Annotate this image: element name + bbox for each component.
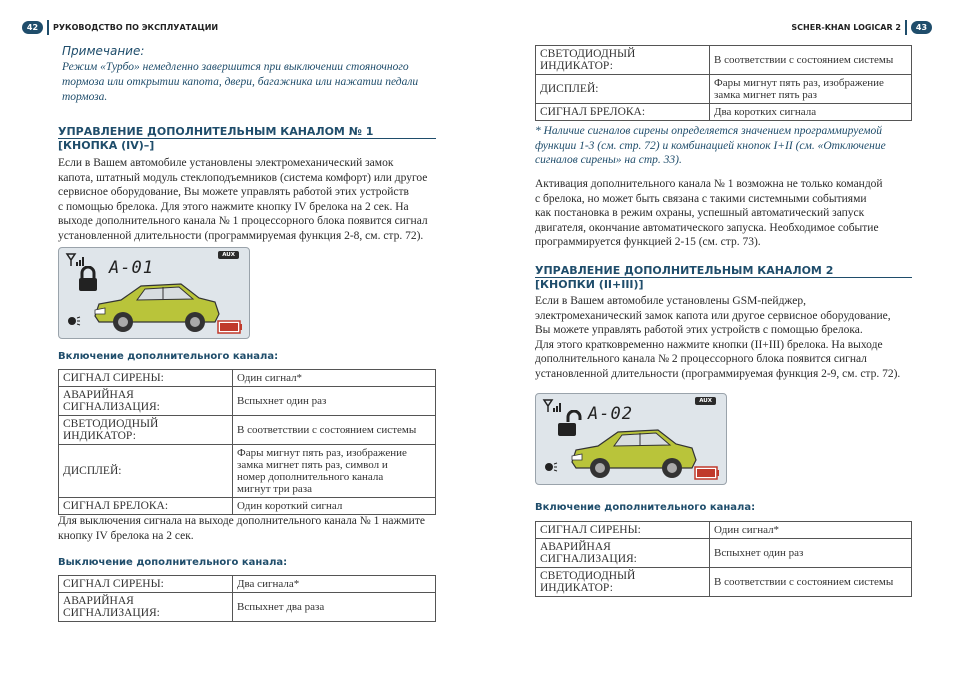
paragraph-line: Для выключения сигнала на выходе дополнительного канала № 1 нажмите [58, 515, 425, 527]
table-cell-value: Вспыхнет один раз [233, 387, 436, 416]
table-row [536, 539, 912, 568]
paragraph-line: с помощью брелока. Для этого нажмите кнопку IV брелока на 2 сек. На [58, 200, 409, 213]
page-header-right [791, 20, 932, 35]
section2-subtitle: [КНОПКИ (II+III)] [535, 278, 644, 291]
section2-enable-table [535, 521, 912, 597]
footnote-line: функции 1-3 (см. стр. 72) и комбинацией кнопок I+II (см. «Отключение [535, 139, 886, 152]
table-row [59, 593, 436, 622]
paragraph-line: сервисное оборудование, Вы можете управлять работой этих устройств [58, 186, 409, 199]
paragraph-line: дополнительного канала № 2 процессорного блока появится сигнал [535, 353, 867, 366]
car-icon [91, 272, 223, 336]
note-line: тормоза или открытии капота, двери, багажника или нажатии педали [62, 76, 419, 88]
table-cell-value: Один короткий сигнал [233, 498, 436, 515]
table-row [59, 416, 436, 445]
header-divider [47, 20, 49, 35]
section1-disable-paragraph [58, 514, 438, 543]
aux-badge: AUX [695, 397, 716, 405]
right-top-table [535, 45, 912, 121]
paragraph-line: выходе дополнительного канала № 1 процессорного блока появится сигнал [58, 215, 428, 228]
paragraph-line: капота, штатный модуль стеклоподъемников (система комфорт) или другое [58, 171, 428, 184]
footnote-line: сигналов сирены» на стр. 33). [535, 154, 682, 167]
header-title-left: РУКОВОДСТВО ПО ЭКСПЛУАТАЦИИ [53, 23, 219, 32]
table-row [536, 104, 912, 121]
page-number-left: 42 [22, 21, 43, 34]
page-number-right: 43 [911, 21, 932, 34]
table-cell-label: СИГНАЛ СИРЕНЫ: [536, 522, 710, 539]
footnote-line: * Наличие сигналов сирены определяется значением программируемой [535, 125, 882, 137]
paragraph-line: Активация дополнительного канала № 1 возможна не только командой [535, 178, 883, 190]
cell-line: мигнут три раза [237, 483, 312, 495]
table-cell-label: СИГНАЛ БРЕЛОКА: [59, 498, 233, 515]
table-row [59, 445, 436, 498]
table-row [59, 498, 436, 515]
table-cell-value: Один сигнал* [710, 522, 912, 539]
table-row [59, 387, 436, 416]
headlight-icon [67, 316, 81, 326]
table-cell-label: АВАРИЙНАЯ СИГНАЛИЗАЦИЯ: [59, 593, 233, 622]
table-row [536, 75, 912, 104]
paragraph-line: Если в Вашем автомобиле установлены GSM-пейджер, [535, 295, 806, 307]
table-row [536, 46, 912, 75]
section1-disable-table [58, 575, 436, 622]
section1-paragraph [58, 156, 438, 244]
aux-badge: AUX [218, 251, 239, 259]
lcd-channel-code: A-02 [588, 404, 633, 424]
note-line: Режим «Турбо» немедленно завершится при выключении стояночного [62, 61, 409, 73]
paragraph-line: Для этого кратковременно нажмите кнопки (II+III) брелока. На выходе [535, 338, 883, 351]
table-row [536, 568, 912, 597]
headlight-icon [544, 462, 558, 472]
note-line: тормоза. [62, 91, 108, 103]
header-divider [905, 20, 907, 35]
table-cell-label: СВЕТОДИОДНЫЙ ИНДИКАТОР: [536, 46, 710, 75]
section1-enable-title: Включение дополнительного канала: [58, 351, 279, 362]
paragraph-line: кнопку IV брелока на 2 сек. [58, 529, 194, 542]
table-row [59, 370, 436, 387]
table-cell-label: СИГНАЛ СИРЕНЫ: [59, 370, 233, 387]
activation-paragraph [535, 177, 915, 250]
table-cell-label: ДИСПЛЕЙ: [536, 75, 710, 104]
battery-icon [694, 466, 720, 480]
lcd-channel-code: A-01 [109, 258, 154, 278]
paragraph-line: Если в Вашем автомобиле установлены электромеханический замок [58, 157, 394, 169]
note-title: Примечание: [62, 44, 145, 58]
section1-enable-table [58, 369, 436, 515]
paragraph-line: как постановка в режим охраны, успешный автоматический запуск [535, 207, 865, 220]
table-cell-label: АВАРИЙНАЯ СИГНАЛИЗАЦИЯ: [59, 387, 233, 416]
battery-icon [217, 320, 243, 334]
car-icon [568, 418, 700, 482]
cell-line: Фары мигнут пять раз, изображение [714, 77, 884, 89]
table-cell-value [233, 445, 436, 498]
table-cell-label: СВЕТОДИОДНЫЙ ИНДИКАТОР: [536, 568, 710, 597]
cell-line: замка мигнет пять раз [714, 89, 817, 101]
paragraph-line: электромеханический замок капота или другое сервисное оборудование, [535, 309, 891, 322]
section1-disable-title: Выключение дополнительного канала: [58, 557, 288, 568]
table-cell-value: Один сигнал* [233, 370, 436, 387]
table-cell-label: СИГНАЛ БРЕЛОКА: [536, 104, 710, 121]
table-cell-value: Два сигнала* [233, 576, 436, 593]
paragraph-line: двигателя, окончание автоматического запуска. Необходимое событие [535, 221, 879, 234]
lcd-display-2 [535, 393, 727, 485]
table-cell-value [710, 75, 912, 104]
table-cell-value: В соответствии с состоянием системы [710, 46, 912, 75]
section1-subtitle: [КНОПКА (IV)–] [58, 139, 155, 152]
table-cell-value: В соответствии с состоянием системы [233, 416, 436, 445]
footnote [535, 124, 915, 168]
paragraph-line: программируется функцией 2-15 (см. стр. 73). [535, 236, 761, 249]
section1-title [58, 125, 373, 138]
table-cell-label: СИГНАЛ СИРЕНЫ: [59, 576, 233, 593]
note-text [62, 60, 422, 105]
paragraph-line: Вы можете управлять работой этих устройств с помощью брелока. [535, 324, 863, 337]
table-cell-label: ДИСПЛЕЙ: [59, 445, 233, 498]
table-cell-value: В соответствии с состоянием системы [710, 568, 912, 597]
paragraph-line: установленной длительности (программируемая функция 2-9, см. стр. 72). [535, 367, 901, 380]
cell-line: Фары мигнут пять раз, изображение [237, 447, 407, 459]
section2-title: УПРАВЛЕНИЕ ДОПОЛНИТЕЛЬНЫМ КАНАЛОМ 2 [535, 264, 834, 277]
lcd-display-1 [58, 247, 250, 339]
cell-line: замка мигнет пять раз, символ и [237, 459, 388, 471]
table-cell-label: АВАРИЙНАЯ СИГНАЛИЗАЦИЯ: [536, 539, 710, 568]
table-cell-value: Вспыхнет один раз [710, 539, 912, 568]
page-header-left [22, 20, 218, 35]
header-title-right: SCHER-KHAN LOGICAR 2 [791, 23, 901, 32]
table-cell-label: СВЕТОДИОДНЫЙ ИНДИКАТОР: [59, 416, 233, 445]
table-row [536, 522, 912, 539]
cell-line: номер дополнительного канала [237, 471, 384, 483]
table-row [59, 576, 436, 593]
table-cell-value: Два коротких сигнала [710, 104, 912, 121]
section1-title-line1: УПРАВЛЕНИЕ ДОПОЛНИТЕЛЬНЫМ КАНАЛОМ № 1 [58, 125, 374, 138]
table-cell-value: Вспыхнет два раза [233, 593, 436, 622]
paragraph-line: установленной длительности (программируемая функция 2-8, см. стр. 72). [58, 229, 424, 242]
section2-enable-title: Включение дополнительного канала: [535, 502, 756, 513]
paragraph-line: с брелока, но может быть связана с такими системными событиями [535, 192, 867, 205]
section2-paragraph [535, 294, 915, 382]
